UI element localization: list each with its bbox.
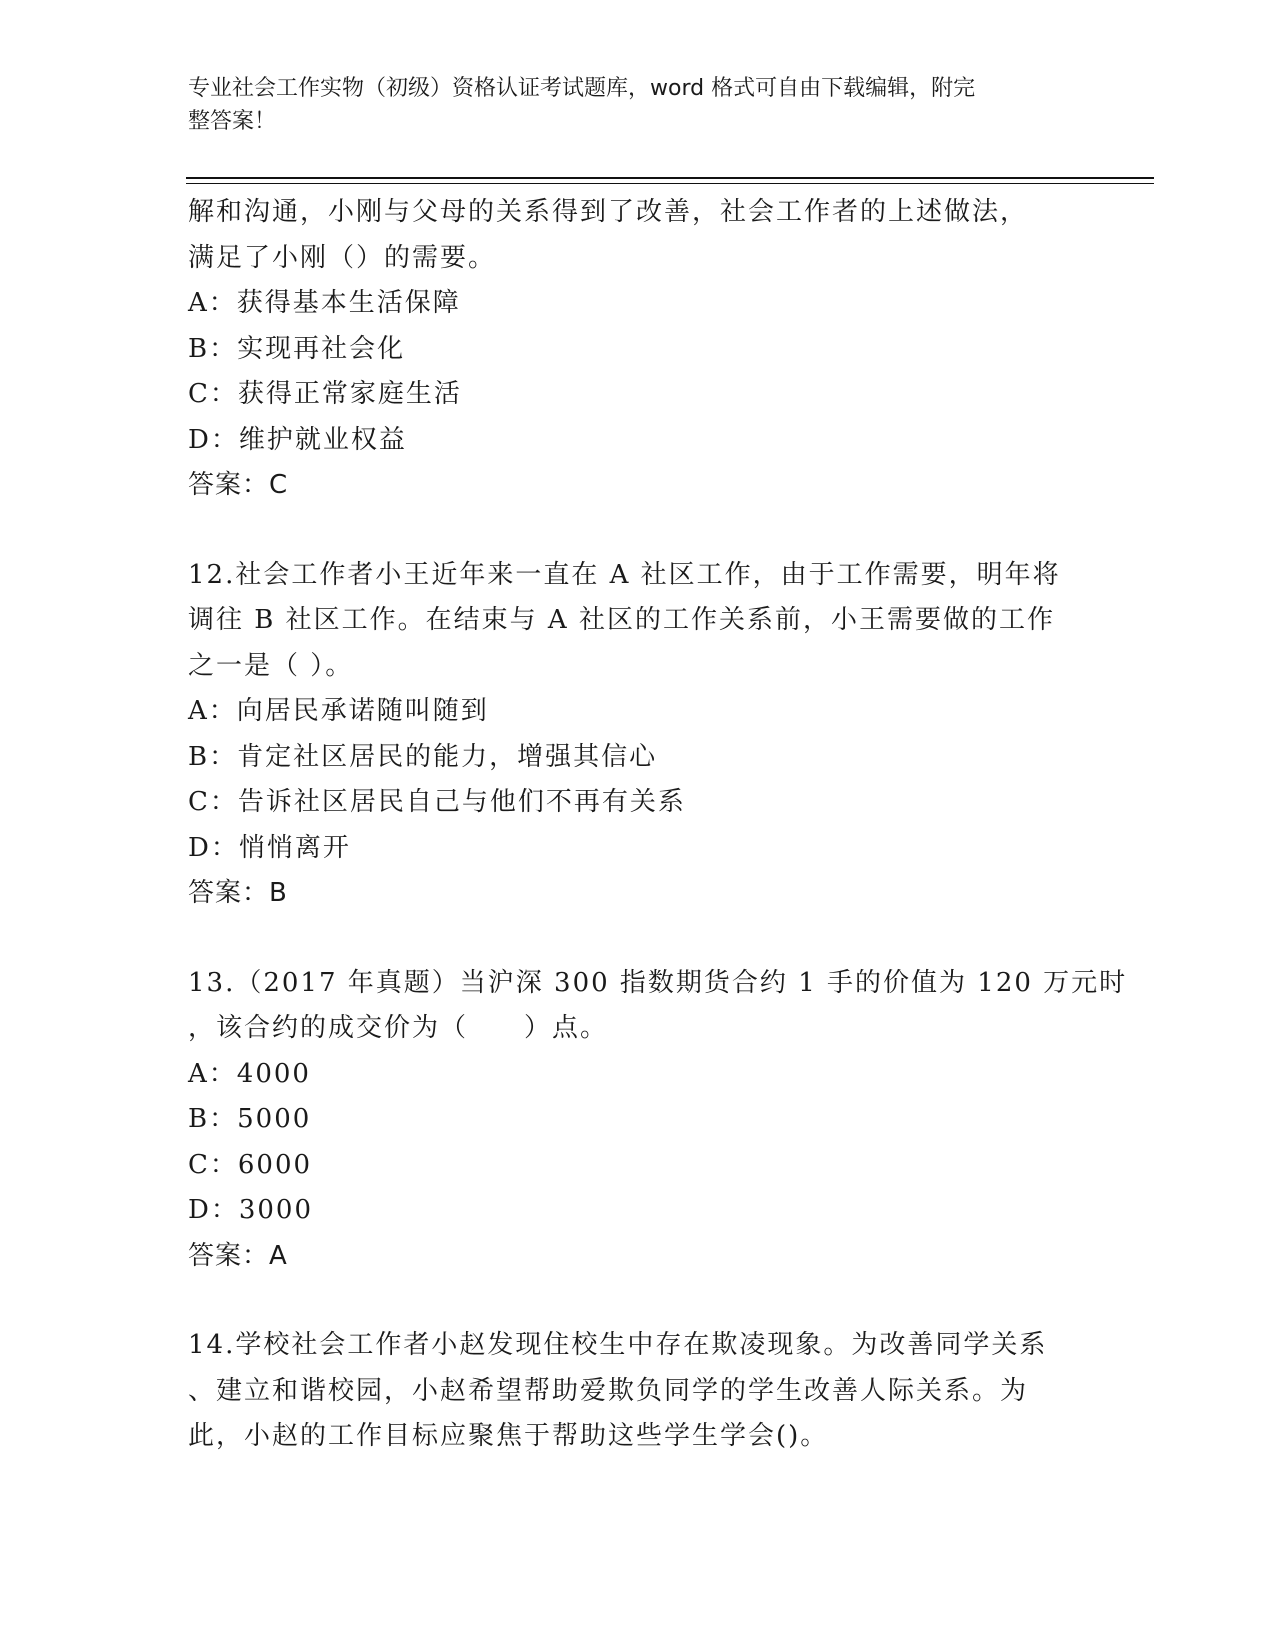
- question-stem-line: 此，小赵的工作目标应聚焦于帮助这些学生学会()。: [188, 1421, 829, 1451]
- option-b: B：实现再社会化: [188, 333, 406, 364]
- question-stem-line: 调往 B 社区工作。在结束与 A 社区的工作关系前，小王需要做的工作: [188, 605, 1055, 635]
- option-c: C：获得正常家庭生活: [188, 379, 462, 409]
- answer-line: 答案：C: [188, 470, 289, 500]
- spacer: [188, 917, 1088, 961]
- option-d: D：维护就业权益: [188, 424, 407, 455]
- header-line-2: 整答案！: [188, 109, 277, 134]
- option-c: C：告诉社区居民自己与他们不再有关系: [188, 787, 686, 817]
- question-stem-line: ，该合约的成交价为（ ）点。: [188, 1013, 609, 1043]
- option-c: C：6000: [188, 1149, 313, 1180]
- question-12: [188, 553, 1088, 917]
- spacer: [188, 1279, 1088, 1323]
- question-list: [188, 190, 1128, 1460]
- page-header: [188, 72, 1068, 138]
- option-d: D：3000: [188, 1195, 314, 1225]
- option-b: B：5000: [188, 1104, 312, 1134]
- question-stem-line: 满足了小刚（）的需要。: [188, 242, 497, 273]
- answer-line: 答案：A: [188, 1240, 288, 1271]
- question-stem-line: 之一是（ ）。: [188, 650, 354, 681]
- question-stem-line: 解和沟通，小刚与父母的关系得到了改善，社会工作者的上述做法，: [188, 197, 1029, 227]
- question-13: [188, 961, 1128, 1280]
- spacer: [188, 509, 1088, 553]
- question-stem-line: 13.（2017 年真题）当沪深 300 指数期货合约 1 手的价值为 120 万元时: [188, 967, 1128, 998]
- question-stem-line: 14.学校社会工作者小赵发现住校生中存在欺凌现象。为改善同学关系: [188, 1330, 1048, 1360]
- question-11: [188, 190, 1088, 509]
- question-stem-line: 12.社会工作者小王近年来一直在 A 社区工作，由于工作需要，明年将: [188, 559, 1061, 590]
- option-a: A：向居民承诺随叫随到: [188, 696, 489, 726]
- option-a: A：4000: [188, 1058, 311, 1089]
- answer-line: 答案：B: [188, 878, 288, 908]
- question-stem-line: 、建立和谐校园，小赵希望帮助爱欺负同学的学生改善人际关系。为: [188, 1375, 1029, 1406]
- header-rule-thick: [186, 177, 1154, 179]
- question-14: [188, 1323, 1088, 1460]
- header-line-1: 专业社会工作实物（初级）资格认证考试题库，word 格式可自由下载编辑，附完: [188, 76, 976, 101]
- option-a: A：获得基本生活保障: [188, 288, 461, 318]
- option-d: D：悄悄离开: [188, 832, 351, 863]
- header-rule-thin: [186, 183, 1154, 184]
- option-b: B：肯定社区居民的能力，增强其信心: [188, 741, 658, 772]
